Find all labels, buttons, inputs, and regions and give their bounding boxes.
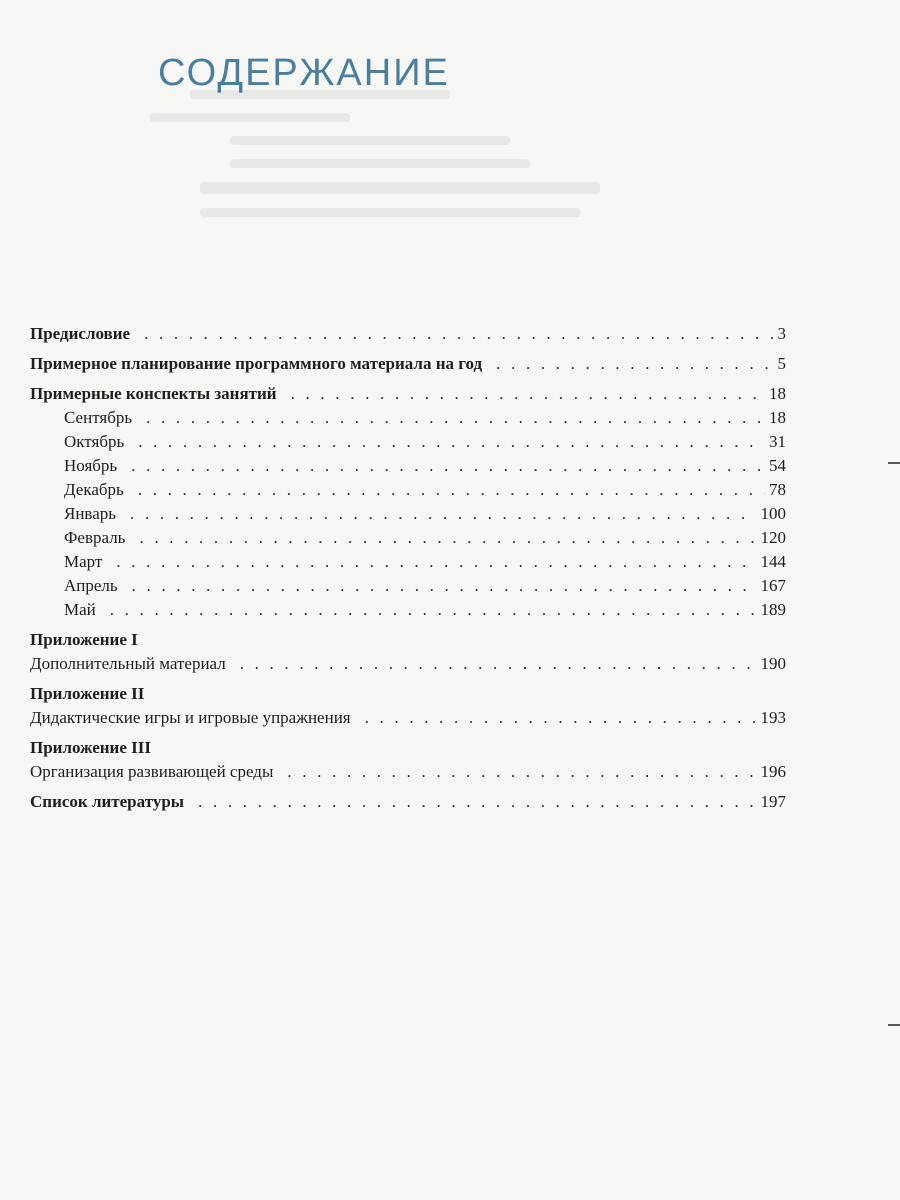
toc-entry-appendix-3[interactable] — [30, 760, 786, 784]
toc-page-number: 78 — [769, 480, 786, 499]
toc-entry-appendix-1[interactable] — [30, 652, 786, 676]
table-of-contents — [30, 322, 786, 814]
toc-entry-month[interactable] — [30, 526, 786, 550]
toc-entry-planning[interactable] — [30, 352, 786, 376]
toc-entry-label: Октябрь — [64, 432, 125, 451]
toc-entry-label: Организация развивающей среды — [30, 762, 274, 781]
toc-entry-month[interactable] — [30, 430, 786, 454]
toc-entry-appendix-2[interactable] — [30, 706, 786, 730]
page-edge-mark — [888, 462, 900, 464]
toc-page-number: 189 — [760, 600, 786, 619]
dot-leader — [365, 706, 757, 730]
appendix-heading: Приложение II — [30, 684, 145, 703]
toc-entry-month[interactable] — [30, 574, 786, 598]
dot-leader — [131, 454, 765, 478]
toc-page-number: 144 — [760, 552, 786, 571]
dot-leader — [130, 502, 756, 526]
dot-leader — [198, 790, 756, 814]
dot-leader — [138, 478, 765, 502]
toc-entry-label: Апрель — [64, 576, 118, 595]
toc-page-number: 193 — [760, 708, 786, 727]
toc-entry-month[interactable] — [30, 502, 786, 526]
dot-leader — [291, 382, 765, 406]
toc-entry-month[interactable] — [30, 454, 786, 478]
toc-page-number: 100 — [760, 504, 786, 523]
toc-page-number: 18 — [769, 408, 786, 427]
appendix-heading: Приложение I — [30, 630, 138, 649]
toc-entry-bibliography[interactable] — [30, 790, 786, 814]
toc-entry-label: Ноябрь — [64, 456, 118, 475]
dot-leader — [287, 760, 756, 784]
toc-entry-label: Предисловие — [30, 324, 131, 343]
dot-leader — [116, 550, 756, 574]
toc-entry-label: Дидактические игры и игровые упражнения — [30, 708, 351, 727]
toc-entry-label: Февраль — [64, 528, 126, 547]
toc-page-number: 197 — [760, 792, 786, 811]
toc-entry-preface[interactable] — [30, 322, 786, 346]
toc-page-number: 167 — [760, 576, 786, 595]
dot-leader — [132, 574, 757, 598]
dot-leader — [146, 406, 765, 430]
dot-leader — [240, 652, 757, 676]
toc-entry-label: Список литературы — [30, 792, 185, 811]
bleed-through-shadow — [150, 90, 630, 250]
dot-leader — [138, 430, 765, 454]
dot-leader — [496, 352, 773, 376]
dot-leader — [110, 598, 757, 622]
toc-entry-label: Май — [64, 600, 96, 619]
toc-entry-label: Март — [64, 552, 103, 571]
toc-page-number: 190 — [760, 654, 786, 673]
toc-entry-label: Примерное планирование программного материала на год — [30, 354, 483, 373]
toc-entry-label: Январь — [64, 504, 117, 523]
toc-entry-month[interactable] — [30, 406, 786, 430]
toc-page-number: 31 — [769, 432, 786, 451]
toc-entry-label: Примерные конспекты занятий — [30, 384, 277, 403]
toc-entry-label: Дополнительный материал — [30, 654, 226, 673]
toc-page-number: 54 — [769, 456, 786, 475]
toc-entry-month[interactable] — [30, 478, 786, 502]
toc-page-number: 5 — [777, 354, 786, 373]
toc-entry-month[interactable] — [30, 550, 786, 574]
dot-leader — [144, 322, 773, 346]
toc-entry-label: Сентябрь — [64, 408, 133, 427]
page-edge-mark — [888, 1024, 900, 1026]
toc-page-number: 18 — [769, 384, 786, 403]
dot-leader — [139, 526, 756, 550]
appendix-heading: Приложение III — [30, 738, 151, 757]
toc-page-number: 120 — [760, 528, 786, 547]
toc-page-number: 196 — [760, 762, 786, 781]
page-title: СОДЕРЖАНИЕ — [158, 52, 450, 94]
toc-entry-label: Декабрь — [64, 480, 124, 499]
toc-entry-month[interactable] — [30, 598, 786, 622]
toc-page-number: 3 — [777, 324, 786, 343]
toc-entry-lessons[interactable] — [30, 382, 786, 406]
